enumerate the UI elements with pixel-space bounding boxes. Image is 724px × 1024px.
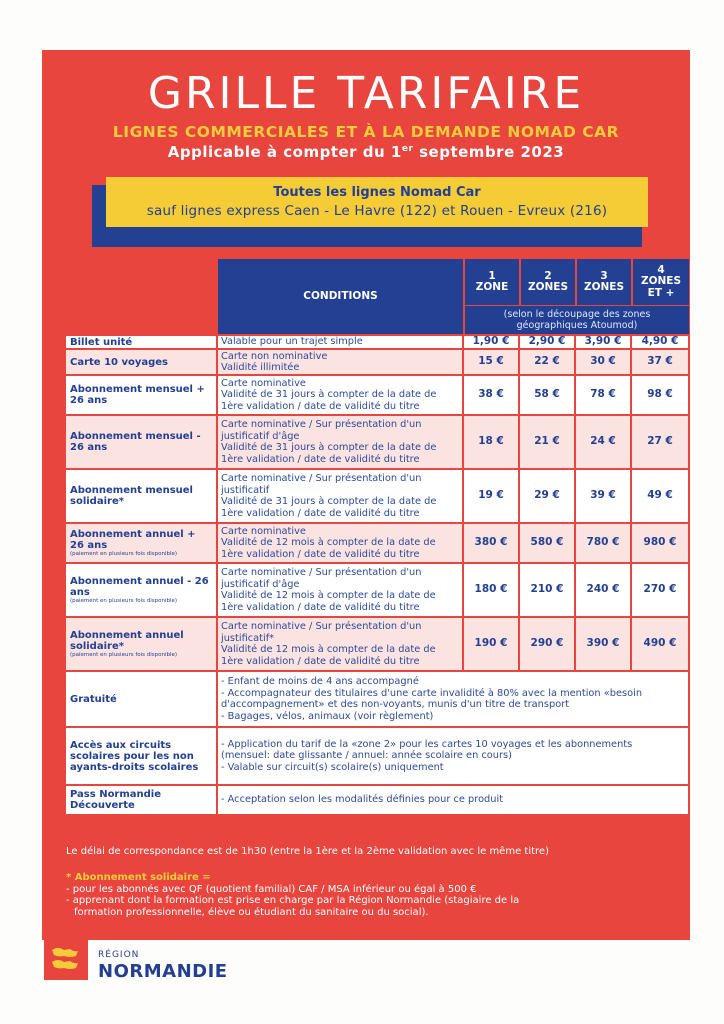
description-line: justificatif d'âge: [221, 430, 300, 442]
page-subtitle: LIGNES COMMERCIALES ET À LA DEMANDE NOMAD CAR: [112, 123, 620, 141]
price-cell: 18 €: [464, 416, 518, 468]
extra-row-description: [218, 786, 688, 814]
zone-label: ZONES: [583, 281, 625, 293]
row-label-note: (paiement en plusieurs fois disponible): [70, 652, 178, 658]
description-line: 1ère validation / date de validité du titre: [221, 453, 420, 465]
price-cell: 49 €: [632, 470, 688, 522]
logo-line-1: RÉGION: [98, 950, 140, 960]
description-line: 1ère validation / date de validité du titre: [221, 400, 420, 412]
row-label-text: Carte 10 voyages: [70, 356, 169, 368]
banner-line-2: sauf lignes express Caen - Le Havre (122) et Rouen - Evreux (216): [146, 203, 608, 219]
extra-row-description: [218, 728, 688, 784]
row-label: [66, 350, 216, 374]
row-label: [66, 416, 216, 468]
solidaire-line: formation professionnelle, élève ou étudiant du sanitaire ou du social).: [74, 906, 429, 918]
row-description: [218, 564, 462, 616]
description-line: Carte nominative / Sur présentation d'un: [221, 567, 422, 578]
row-label-text: Abonnement mensuel + 26 ans: [70, 384, 205, 406]
date-suffix: septembre 2023: [413, 143, 565, 161]
row-description: [218, 524, 462, 562]
extra-label-text: Pass Normandie Découverte: [70, 789, 162, 811]
description-line: 1ère validation / date de validité du titre: [221, 655, 420, 667]
description-line: Validité de 31 jours à compter de la date de: [221, 496, 437, 507]
extra-description-line: - Accompagnateur des titulaires d'une carte invalidité à 80% avec la mention «besoin: [221, 687, 643, 699]
extra-row-label: [66, 786, 216, 814]
row-label: [66, 524, 216, 562]
description-line: Validité de 12 mois à compter de la date de: [221, 590, 436, 601]
row-description: [218, 470, 462, 522]
zone-note: (selon le découpage des zones géographiques Atoumod): [503, 309, 651, 331]
price-cell: 980 €: [632, 524, 688, 562]
price-cell: 21 €: [520, 416, 574, 468]
price-cell: 58 €: [520, 376, 574, 414]
price-cell: 39 €: [576, 470, 630, 522]
price-cell: 29 €: [520, 470, 574, 522]
price-cell: 4,90 €: [632, 336, 688, 348]
description-line: Carte non nominative: [221, 350, 328, 362]
description-line: Validité de 31 jours à compter de la date de: [221, 442, 437, 453]
extra-description-line: - Application du tarif de la «zone 2» pour les cartes 10 voyages et les abonnements: [221, 738, 633, 750]
zone-header: [577, 259, 631, 305]
price-cell: 37 €: [632, 350, 688, 374]
extra-description-line: (mensuel: date glissante / annuel: année scolaire en cours): [221, 750, 512, 762]
extra-label-text: Gratuité: [70, 693, 117, 705]
row-description: [218, 350, 462, 374]
row-label-text: Billet unité: [70, 336, 133, 348]
price-cell: 2,90 €: [520, 336, 574, 348]
extra-description-line: - Acceptation selon les modalités définies pour ce produit: [221, 794, 504, 806]
price-cell: 210 €: [520, 564, 574, 616]
row-description: [218, 336, 462, 348]
row-label-text: Abonnement annuel solidaire*: [70, 630, 184, 652]
zone-number: 1: [488, 269, 496, 282]
price-cell: 390 €: [576, 618, 630, 670]
row-description: [218, 376, 462, 414]
description-line: justificatif*: [221, 632, 275, 644]
description-line: Valable pour un trajet simple: [221, 336, 363, 348]
zone-label: ZONES ET +: [640, 275, 682, 299]
price-cell: 78 €: [576, 376, 630, 414]
description-line: 1ère validation / date de validité du titre: [221, 601, 420, 613]
row-label-text: Abonnement annuel + 26 ans: [70, 529, 196, 551]
price-cell: 190 €: [464, 618, 518, 670]
row-description: [218, 416, 462, 468]
zone-label: ZONES: [527, 281, 569, 293]
price-cell: 380 €: [464, 524, 518, 562]
extra-row-label: [66, 672, 216, 726]
description-line: 1ère validation / date de validité du titre: [221, 548, 420, 560]
description-line: justificatif d'âge: [221, 578, 300, 590]
row-label: [66, 470, 216, 522]
price-cell: 30 €: [576, 350, 630, 374]
zone-header: [465, 259, 519, 305]
extra-description-line: - Valable sur circuit(s) scolaire(s) uniquement: [221, 761, 444, 773]
extra-row-description: [218, 672, 688, 726]
description-line: justificatif: [221, 484, 270, 496]
price-cell: 19 €: [464, 470, 518, 522]
conditions-header: CONDITIONS: [218, 259, 463, 334]
zone-number: 2: [544, 269, 552, 282]
price-cell: 270 €: [632, 564, 688, 616]
price-cell: 15 €: [464, 350, 518, 374]
description-line: Validité de 31 jours à compter de la date de: [221, 389, 437, 401]
zone-number: 3: [600, 269, 608, 282]
zone-number: 4: [657, 263, 665, 276]
price-cell: 38 €: [464, 376, 518, 414]
row-label-text: Abonnement mensuel - 26 ans: [70, 431, 201, 453]
description-line: Carte nominative / Sur présentation d'un: [221, 473, 422, 484]
logo-line-2: NORMANDIE: [98, 961, 228, 982]
price-cell: 290 €: [520, 618, 574, 670]
price-cell: 3,90 €: [576, 336, 630, 348]
solidaire-line: - pour les abonnés avec QF (quotient familial) CAF / MSA inférieur ou égal à 500 €: [66, 883, 477, 895]
description-line: 1ère validation / date de validité du titre: [221, 507, 420, 519]
extra-description-line: - Bagages, vélos, animaux (voir règlement): [221, 710, 434, 722]
solidaire-note: [66, 872, 666, 918]
price-cell: 27 €: [632, 416, 688, 468]
price-cell: 24 €: [576, 416, 630, 468]
zone-header: [521, 259, 575, 305]
price-cell: 98 €: [632, 376, 688, 414]
applicable-date: [42, 143, 690, 161]
tariff-poster: [42, 50, 690, 940]
description-line: Carte nominative / Sur présentation d'un: [221, 621, 422, 632]
zone-header: [633, 259, 689, 305]
date-prefix: Applicable à compter du 1: [167, 143, 402, 161]
extra-row-label: [66, 728, 216, 784]
row-label-text: Abonnement annuel - 26 ans: [70, 576, 209, 598]
price-cell: 240 €: [576, 564, 630, 616]
zone-label: ZONE: [475, 281, 509, 293]
description-line: Validité de 12 mois à compter de la date de: [221, 644, 436, 655]
row-label: [66, 564, 216, 616]
row-label: [66, 376, 216, 414]
description-line: Validité de 12 mois à compter de la date de: [221, 537, 436, 549]
description-line: Carte nominative / Sur présentation d'un: [221, 419, 422, 430]
price-cell: 180 €: [464, 564, 518, 616]
page-title: GRILLE TARIFAIRE: [147, 68, 585, 119]
solidaire-line: - apprenant dont la formation est prise en charge par la Région Normandie (stagiaire de la: [66, 895, 520, 906]
extra-description-line: d'accompagnement» et des non-voyants, munis d'un titre de transport: [221, 699, 570, 710]
row-label-text: Abonnement mensuel solidaire*: [70, 485, 193, 507]
description-line: Validité illimitée: [221, 362, 300, 373]
extra-label-text: Accès aux circuits scolaires pour les non ayants-droits scolaires: [70, 739, 199, 773]
zone-note-header: [465, 306, 689, 334]
lines-banner: [106, 177, 648, 227]
date-sup: er: [401, 144, 414, 154]
price-cell: 1,90 €: [464, 336, 518, 348]
description-line: Carte nominative: [221, 525, 306, 537]
extra-description-line: - Enfant de moins de 4 ans accompagné: [221, 676, 419, 687]
price-cell: 580 €: [520, 524, 574, 562]
banner-line-1: Toutes les lignes Nomad Car: [273, 185, 481, 200]
correspondance-note: Le délai de correspondance est de 1h30 (entre la 1ère et la 2ème validation avec le même titre): [66, 846, 549, 857]
row-label-note: (paiement en plusieurs fois disponible): [70, 598, 178, 604]
price-cell: 22 €: [520, 350, 574, 374]
row-label: [66, 336, 216, 348]
price-cell: 490 €: [632, 618, 688, 670]
row-label: [66, 618, 216, 670]
row-description: [218, 618, 462, 670]
price-cell: 780 €: [576, 524, 630, 562]
solidaire-heading: * Abonnement solidaire =: [66, 872, 211, 883]
description-line: Carte nominative: [221, 377, 306, 389]
lions-emblem-icon: [44, 940, 88, 980]
row-label-note: (paiement en plusieurs fois disponible): [70, 551, 178, 557]
